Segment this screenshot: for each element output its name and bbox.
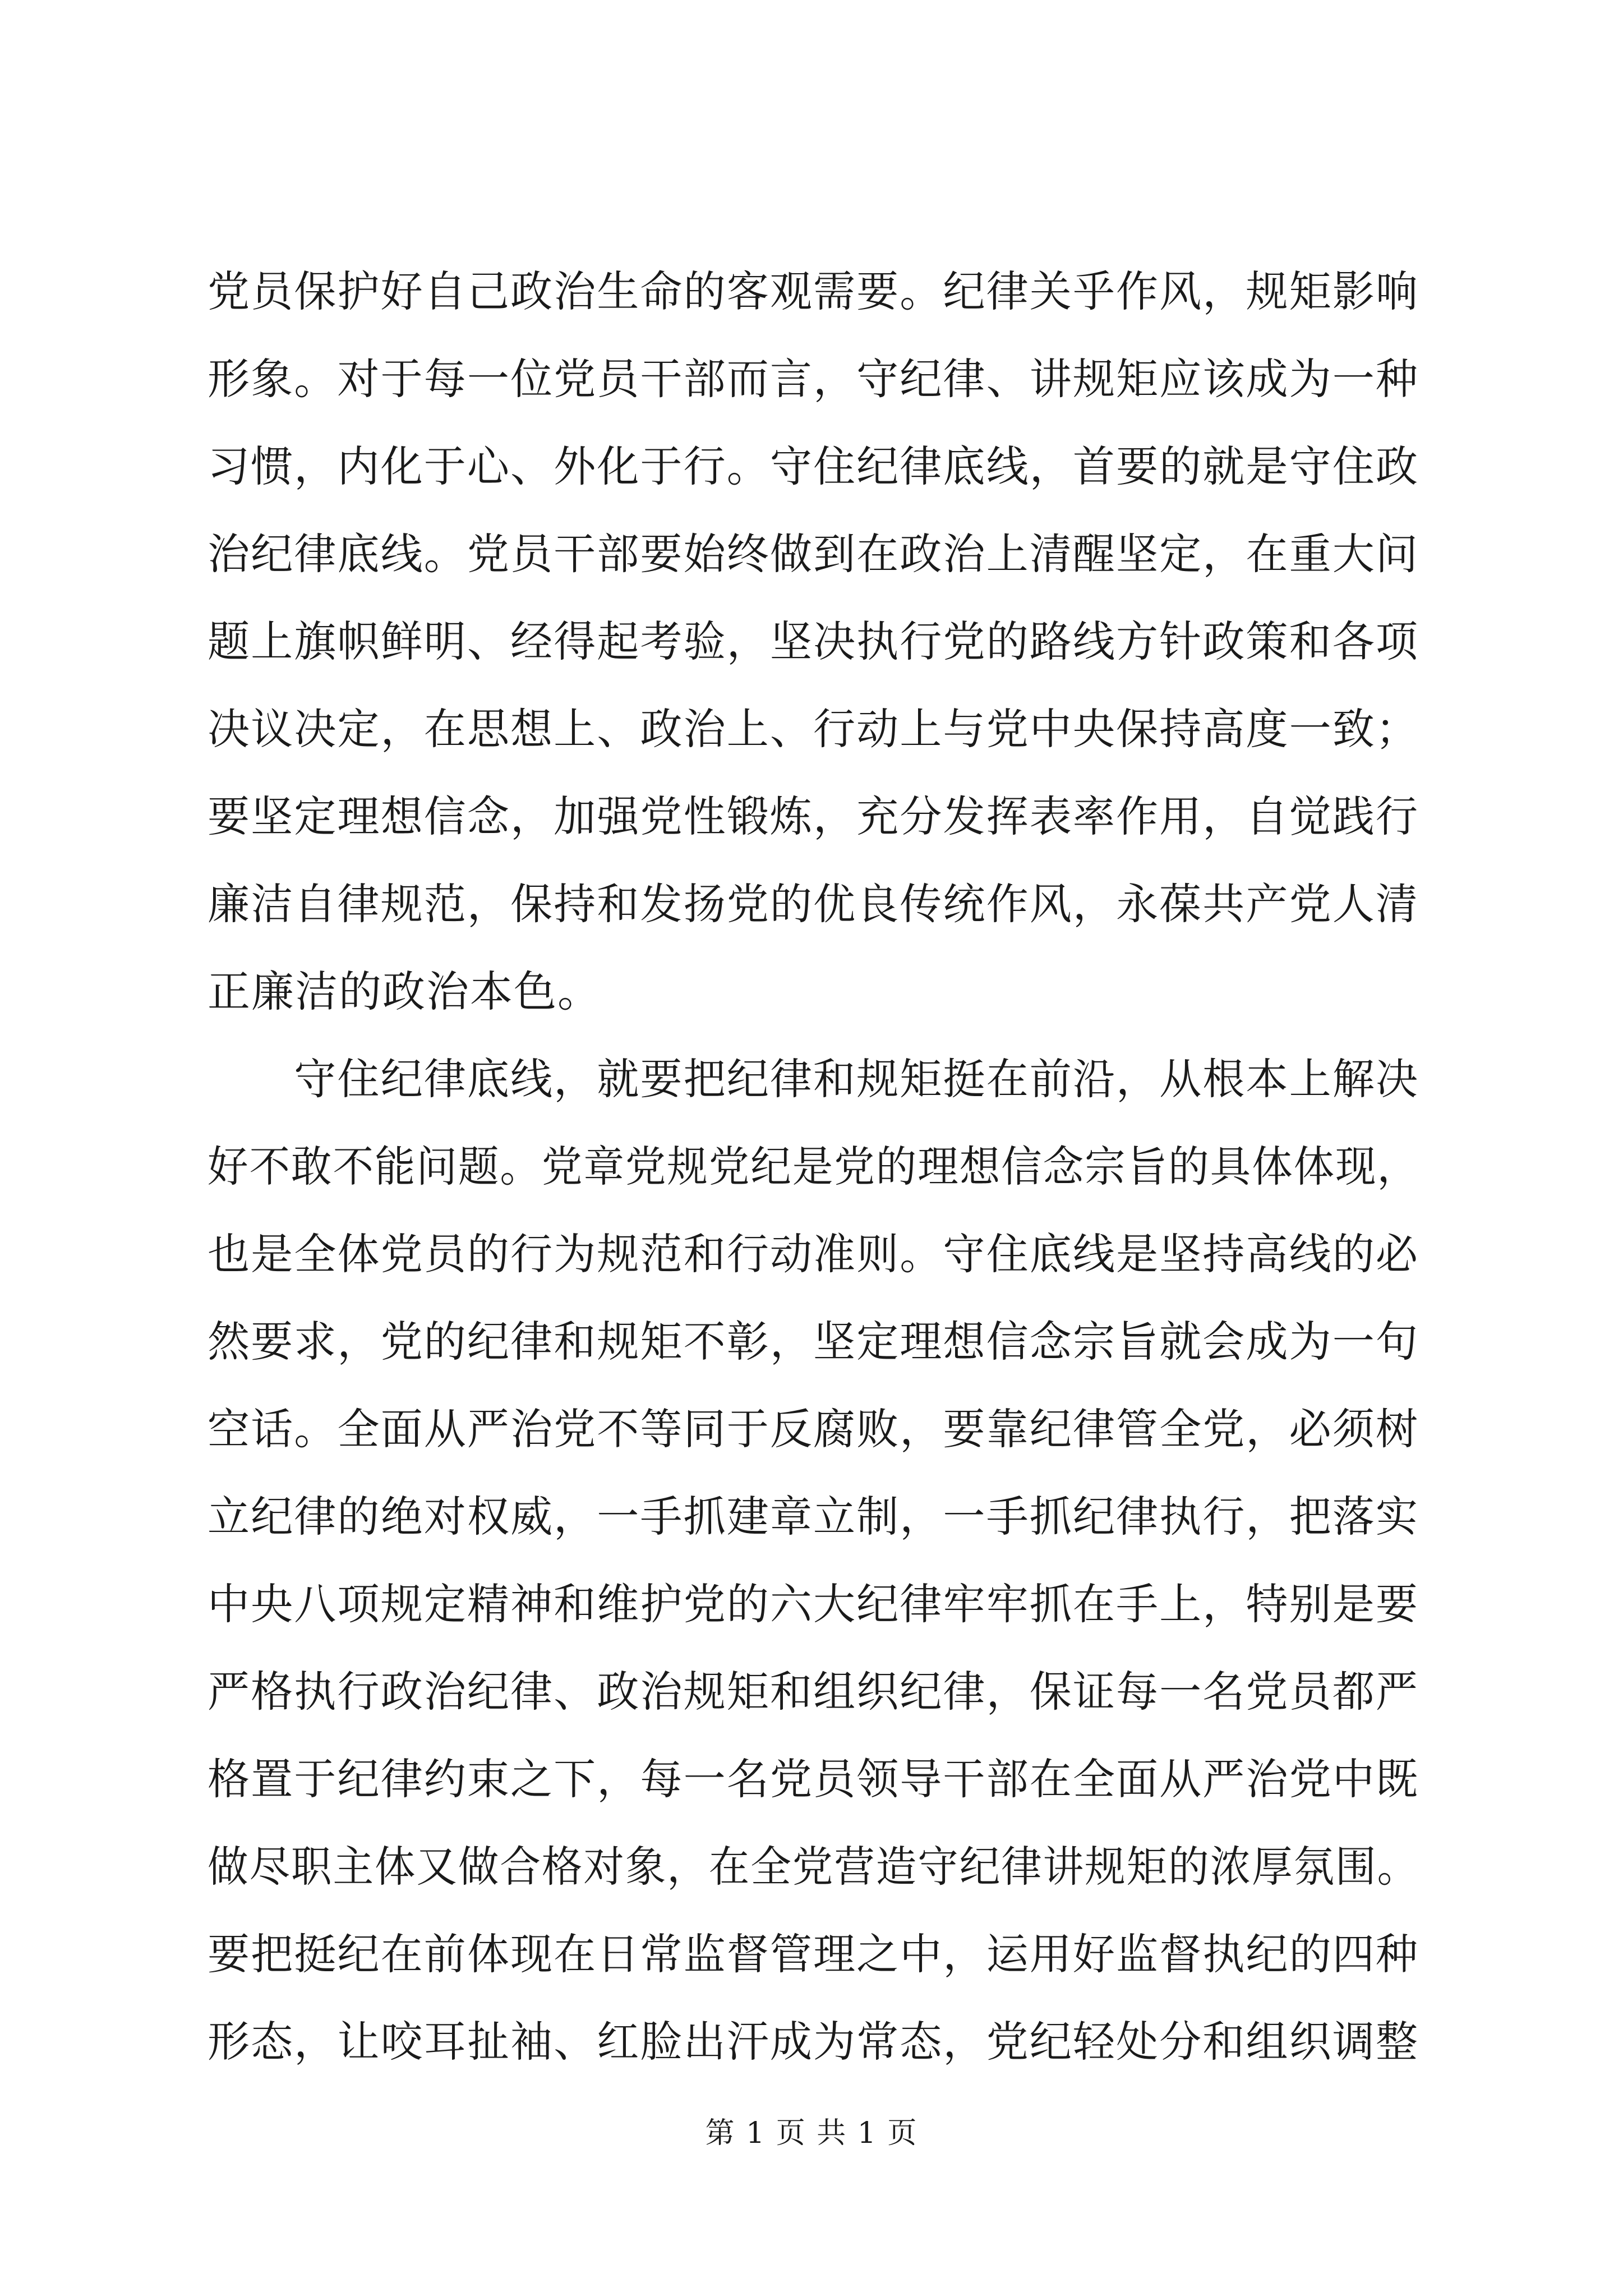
text-line: 廉洁自律规范，保持和发扬党的优良传统作风，永葆共产党人清: [208, 879, 1419, 929]
text-line: 空话。全面从严治党不等同于反腐败，要靠纪律管全党，必须树: [208, 1404, 1419, 1454]
text-line: 格置于纪律约束之下，每一名党员领导干部在全面从严治党中既: [208, 1754, 1419, 1804]
text-line: 好不敢不能问题。党章党规党纪是党的理想信念宗旨的具体体现，: [208, 1142, 1419, 1191]
text-line: 党员保护好自己政治生命的客观需要。纪律关乎作风，规矩影响: [208, 266, 1419, 316]
text-line: 正廉洁的政治本色。: [208, 967, 601, 1016]
text-line: 题上旗帜鲜明、经得起考验，坚决执行党的路线方针政策和各项: [208, 616, 1419, 666]
body-text: [208, 264, 1419, 2087]
page-number-footer: 第 1 页 共 1 页: [705, 2116, 918, 2150]
text-line: 要坚定理想信念，加强党性锻炼，充分发挥表率作用，自觉践行: [208, 792, 1419, 841]
text-line: 形态，让咬耳扯袖、红脸出汗成为常态，党纪轻处分和组织调整: [208, 2017, 1419, 2067]
paragraph-start-line: 守住纪律底线，就要把纪律和规矩挺在前沿，从根本上解决: [208, 1054, 1419, 1104]
text-line: 中央八项规定精神和维护党的六大纪律牢牢抓在手上，特别是要: [208, 1579, 1419, 1629]
text-line: 然要求，党的纪律和规矩不彰，坚定理想信念宗旨就会成为一句: [208, 1317, 1419, 1366]
text-line: 形象。对于每一位党员干部而言，守纪律、讲规矩应该成为一种: [208, 354, 1419, 404]
text-line: 治纪律底线。党员干部要始终做到在政治上清醒坚定，在重大问: [208, 529, 1419, 579]
text-line: 决议决定，在思想上、政治上、行动上与党中央保持高度一致；: [208, 704, 1419, 754]
text-line: 严格执行政治纪律、政治规矩和组织纪律，保证每一名党员都严: [208, 1667, 1419, 1717]
text-line: 做尽职主体又做合格对象，在全党营造守纪律讲规矩的浓厚氛围。: [208, 1842, 1419, 1892]
text-line: 立纪律的绝对权威，一手抓建章立制，一手抓纪律执行，把落实: [208, 1492, 1419, 1542]
text-line: 也是全体党员的行为规范和行动准则。守住底线是坚持高线的必: [208, 1229, 1419, 1279]
text-line: 要把挺纪在前体现在日常监督管理之中，运用好监督执纪的四种: [208, 1929, 1419, 1979]
text-line: 习惯，内化于心、外化于行。守住纪律底线，首要的就是守住政: [208, 441, 1419, 491]
